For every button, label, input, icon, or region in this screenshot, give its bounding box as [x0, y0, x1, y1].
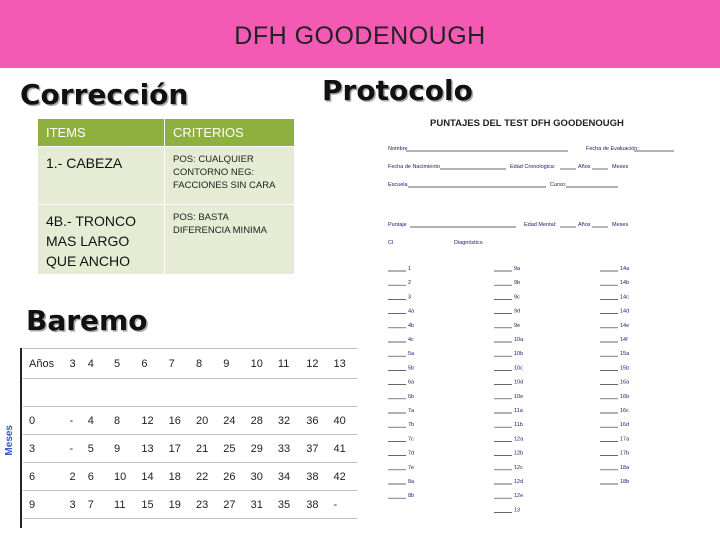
score-cell: 40	[330, 407, 357, 435]
score-cell: 32	[274, 407, 302, 435]
item-label: 10e	[514, 393, 524, 400]
score-cell: 28	[247, 407, 274, 435]
item-label: 16b	[620, 393, 630, 400]
score-cell: 30	[247, 463, 274, 491]
item-label: 8b	[408, 493, 415, 500]
meses-cell: 3	[23, 435, 66, 463]
anos-header-cell: Años	[23, 349, 66, 379]
age-header-cell: 10	[247, 349, 274, 379]
criterios-header: CRITERIOS	[165, 119, 295, 147]
form-field-label: Años	[578, 164, 591, 170]
criteria-row	[38, 205, 295, 275]
score-cell: 14	[137, 463, 164, 491]
item-label: 14d	[620, 308, 630, 315]
score-cell: 31	[247, 491, 274, 519]
meses-side-label: Meses	[4, 425, 15, 456]
form-field-label: Edad Mental:	[524, 222, 557, 228]
item-label: 7c	[408, 436, 414, 443]
baremo-row	[23, 463, 357, 491]
item-label: 18a	[620, 464, 630, 471]
item-label: 9d	[514, 308, 521, 315]
form-field-label: Fecha de Evaluación:	[586, 146, 639, 152]
score-cell: -	[330, 491, 357, 519]
form-field-label: CI	[388, 240, 394, 246]
title-banner	[0, 0, 720, 68]
protocol-form-svg	[378, 108, 708, 528]
score-cell: -	[66, 435, 84, 463]
item-label: 5a	[408, 351, 415, 358]
age-header-cell: 11	[274, 349, 302, 379]
meses-cell: 9	[23, 491, 66, 519]
form-field-label: Años	[578, 222, 591, 228]
score-cell: 13	[137, 435, 164, 463]
item-label: 12c	[514, 464, 523, 471]
meses-cell: 6	[23, 463, 66, 491]
item-cell: 4B.- TRONCO MAS LARGO QUE ANCHO	[38, 205, 165, 275]
item-cell: 1.- CABEZA	[38, 147, 165, 205]
items-header: ITEMS	[38, 119, 165, 147]
score-cell: 16	[165, 407, 192, 435]
item-label: 18b	[620, 479, 630, 485]
item-label: 14a	[620, 266, 630, 272]
meses-cell: 0	[23, 407, 66, 435]
score-cell: 3	[66, 491, 84, 519]
form-title: PUNTAJES DEL TEST DFH GOODENOUGH	[430, 118, 624, 129]
item-label: 17a	[620, 436, 630, 443]
baremo-row	[23, 491, 357, 519]
item-label: 12d	[514, 479, 524, 485]
item-label: 4b	[408, 322, 415, 329]
form-field-label: Fecha de Nacimiento	[388, 164, 440, 170]
score-cell: 8	[110, 407, 137, 435]
form-field-label: Meses	[612, 164, 629, 170]
criteria-table	[37, 118, 295, 275]
score-cell: 7	[84, 491, 110, 519]
score-cell: 42	[330, 463, 357, 491]
age-header-cell: 3	[66, 349, 84, 379]
score-cell: 37	[302, 435, 329, 463]
score-cell: 20	[192, 407, 219, 435]
criterio-cell: POS: BASTA DIFERENCIA MINIMA	[165, 205, 295, 275]
baremo-row	[23, 407, 357, 435]
score-cell: 27	[219, 491, 246, 519]
form-field-label: Puntaje	[388, 222, 407, 228]
age-header-cell: 8	[192, 349, 219, 379]
baremo-header-row	[23, 349, 357, 379]
item-label: 10b	[514, 351, 524, 358]
score-cell: -	[66, 407, 84, 435]
item-label: 10a	[514, 337, 524, 343]
item-label: 4c	[408, 337, 414, 343]
item-label: 15b	[620, 365, 630, 372]
score-cell: 21	[192, 435, 219, 463]
score-cell: 2	[66, 463, 84, 491]
age-header-cell: 6	[137, 349, 164, 379]
item-label: 14b	[620, 280, 630, 287]
score-cell: 11	[110, 491, 137, 519]
baremo-row	[23, 435, 357, 463]
protocol-form-image	[378, 108, 708, 528]
score-cell: 34	[274, 463, 302, 491]
item-label: 17b	[620, 450, 630, 457]
age-header-cell: 9	[219, 349, 246, 379]
score-cell: 35	[274, 491, 302, 519]
score-cell: 25	[219, 435, 246, 463]
score-cell: 17	[165, 435, 192, 463]
age-header-cell: 5	[110, 349, 137, 379]
item-label: 9c	[514, 294, 520, 301]
form-field-label: Curso:	[550, 182, 567, 188]
age-header-cell: 13	[330, 349, 357, 379]
item-label: 10d	[514, 379, 524, 386]
item-label: 11a	[514, 408, 523, 414]
form-field-label: Escuela	[388, 182, 408, 188]
correccion-heading: Corrección	[20, 78, 189, 111]
criteria-row	[38, 147, 295, 205]
item-label: 9a	[514, 266, 521, 272]
score-cell: 38	[302, 491, 329, 519]
score-cell: 4	[84, 407, 110, 435]
score-cell: 36	[302, 407, 329, 435]
item-label: 12b	[514, 450, 524, 457]
protocolo-heading: Protocolo	[322, 74, 473, 107]
item-label: 14e	[620, 322, 630, 329]
item-label: 16c	[620, 408, 629, 414]
item-label: 7b	[408, 422, 415, 429]
score-cell: 24	[219, 407, 246, 435]
item-label: 10c	[514, 365, 523, 372]
item-label: 8a	[408, 479, 415, 485]
item-label: 3	[408, 294, 412, 301]
score-cell: 23	[192, 491, 219, 519]
baremo-heading: Baremo	[26, 304, 148, 337]
item-label: 13	[514, 507, 521, 514]
item-label: 7e	[408, 464, 415, 471]
item-label: 12e	[514, 493, 524, 500]
score-cell: 9	[110, 435, 137, 463]
item-label: 6b	[408, 393, 415, 400]
item-label: 14c	[620, 294, 629, 301]
score-cell: 18	[165, 463, 192, 491]
age-header-cell: 4	[84, 349, 110, 379]
score-cell: 6	[84, 463, 110, 491]
criteria-header-row	[38, 119, 295, 147]
baremo-spacer-row	[23, 379, 357, 407]
item-label: 7a	[408, 408, 415, 414]
score-cell: 29	[247, 435, 274, 463]
score-cell: 22	[192, 463, 219, 491]
item-label: 9b	[514, 280, 521, 287]
form-field-label: Meses	[612, 222, 629, 228]
score-cell: 10	[110, 463, 137, 491]
score-cell: 38	[302, 463, 329, 491]
score-cell: 41	[330, 435, 357, 463]
item-label: 5b	[408, 365, 415, 372]
item-label: 16d	[620, 422, 630, 429]
form-field-label: Diagnóstico	[454, 240, 483, 246]
score-cell: 26	[219, 463, 246, 491]
form-field-label: Nombre	[388, 146, 408, 152]
score-cell: 15	[137, 491, 164, 519]
item-label: 12a	[514, 436, 524, 443]
age-header-cell: 12	[302, 349, 329, 379]
item-label: 2	[408, 280, 412, 287]
side-divider	[20, 348, 22, 528]
score-cell: 33	[274, 435, 302, 463]
item-label: 6a	[408, 379, 415, 386]
score-cell: 19	[165, 491, 192, 519]
slide-title: DFH GOODENOUGH	[234, 22, 486, 50]
age-header-cell: 7	[165, 349, 192, 379]
item-label: 11b	[514, 422, 523, 429]
item-label: 1	[408, 266, 412, 272]
item-label: 16a	[620, 379, 630, 386]
item-label: 15a	[620, 351, 630, 358]
item-label: 14f	[620, 337, 628, 343]
item-label: 4a	[408, 308, 415, 315]
item-label: 7d	[408, 450, 415, 457]
criterio-cell: POS: CUALQUIER CONTORNO NEG: FACCIONES SIN CARA	[165, 147, 295, 205]
baremo-table	[23, 348, 357, 519]
score-cell: 5	[84, 435, 110, 463]
item-label: 9e	[514, 322, 521, 329]
form-field-label: Edad Cronologica:	[510, 164, 556, 170]
score-cell: 12	[137, 407, 164, 435]
